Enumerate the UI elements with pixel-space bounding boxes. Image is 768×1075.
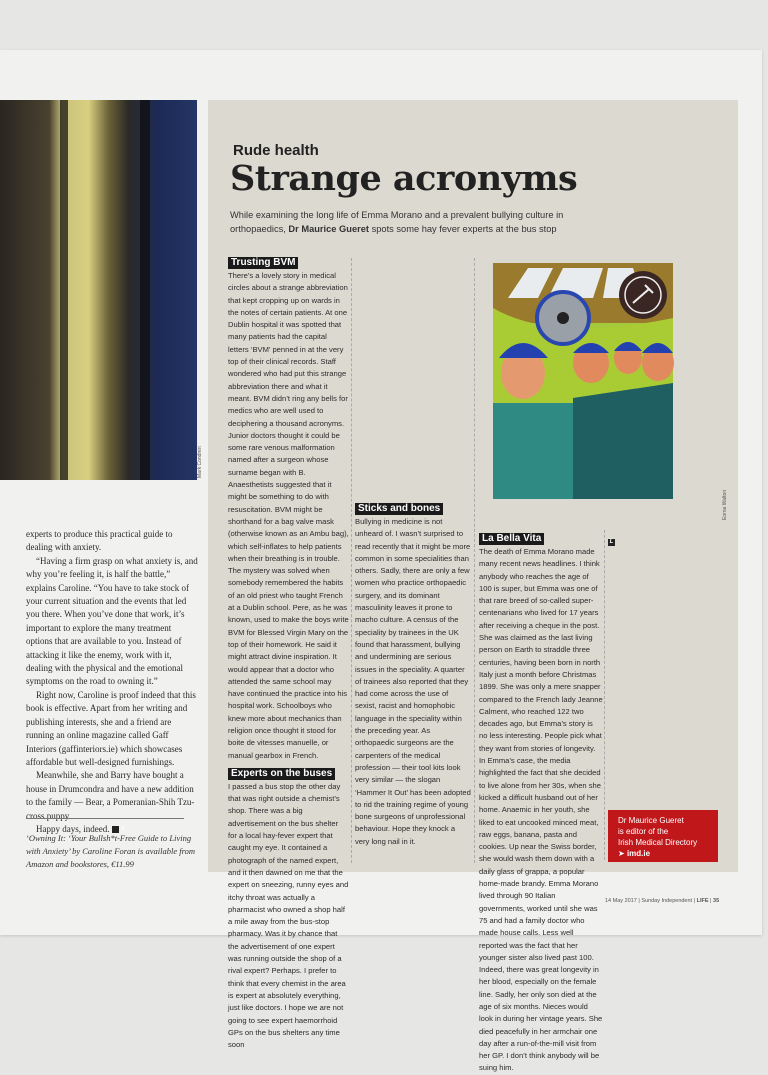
end-mark-icon: L bbox=[609, 538, 614, 545]
author-name: Dr Maurice Gueret bbox=[288, 224, 370, 234]
photo-credit: Mark Condren bbox=[197, 446, 203, 478]
paragraph: “Having a firm grasp on what anxiety is, and why you’re feeling it, is half the battle,” explains Caroline. “You have to take stock of your current situation and the events that led you there. When you’ve done that work, it’s important to explore the many treatment options that are available to you. Instead of attacking it like the enemy, work with it, dealing with the physical and the emotional symptoms on the road to owning it.” bbox=[26, 555, 198, 687]
surgeons-illustration bbox=[493, 263, 673, 499]
section-text: I passed a bus stop the other day that was right outside a chemist’s shop. There was a big advertisement on the bus shelter for a local hay-fever expert that caught my eye. It contained a photograph of the named expert, and it then dawned on me that the expert on sneezing, runny eyes and itchy throat was actually a pharmacist who owned a shop half a mile away from the bus-stop pharmacy. Was it by chance that the advertisement of one expert was running outside the shop of a rival expert? Perhaps. I prefer to think that every chemist in the area is expert at absolutely everything, just like doctors. I hope we are not going to see expert haemorrhoid GPs on the bus shelters any time soon bbox=[228, 781, 349, 1050]
divider bbox=[26, 818, 184, 819]
article-column-4 bbox=[608, 536, 733, 806]
section-heading: La Bella Vita bbox=[479, 533, 544, 545]
website-link[interactable]: imd.ie bbox=[626, 849, 651, 858]
column-kicker: Rude health bbox=[233, 142, 319, 159]
cursor-icon: ➤ bbox=[618, 849, 625, 858]
left-page-photo bbox=[0, 100, 197, 480]
illustration-credit: Eorna Walton bbox=[722, 489, 728, 520]
section-text: The death of Emma Morano made many recent news headlines. I think anybody who reaches the age of 100 is super, but Emma was one of that rare breed of so-called super-centenarians who lived for 17 years after receiving a cheque in the post. She was claimed as the last living person on Earth to straddle three centuries, having been born in north Italy just a month before Christmas 1899. She was only a mere snapper compared to the French lady Jeanne Calment, who reached 122 two decades ago, but Emma’s story is no less interesting. People pick what they want from stories of longevity. In Emma’s case, the media highlighted the fact that she decided to live alone from her 30s, when she kicked a difficult husband out of her home. Anaemic in her youth, she liked to eat uncooked minced meat, raw eggs, banana, pasta and cookies. Up near the Swiss border, she would wash them down with a daily glass of grappa, a popular home-made brandy. Emma Morano lived through 90 Italian governments, worked until she was 75 and had a family doctor who made house calls. Less well reported was the fact that her younger sister also lived past 100. Indeed, there was great longevity in her blood, especially on the female line. Sadly, her only son died at the age of six months. Nieces would look in during her vintage years. She died peacefully in her armchair one day after a run-of-the-mill visit from her GP. I don’t think anybody will be suing him. bbox=[479, 547, 603, 1073]
page-footer: 14 May 2017 | Sunday Independent | LIFE | 35 bbox=[605, 898, 720, 904]
author-bio-box: Dr Maurice Gueret is editor of the Irish Medical Directory ➤ imd.ie bbox=[608, 810, 718, 862]
end-mark-icon: L bbox=[112, 826, 119, 833]
section-heading: Experts on the buses bbox=[228, 768, 335, 780]
article-title: Strange acronyms bbox=[230, 158, 578, 199]
paragraph: Right now, Caroline is proof indeed that this book is effective. Apart from her writing and publishing interests, she and a friend are running an online magazine called Gaff Interiors (gaffinteriors.ie) which showcases affordable but well-designed furnishings. bbox=[26, 689, 196, 767]
section-text: Bullying in medicine is not unheard of. I wasn’t surprised to read recently that it might be more common in some specialities than others. Sadly, there are only a few women who practice orthopaedic surgery, and its dominant masculinity leaves it prone to macho culture. A census of the speciality by trainees in the UK found that harassment, bullying and undermining are serious issues in the speciality. A quarter of trainees also reported that they had come across the use of sexist, racist and homophobic language in the speciality within the preceding year. As orthopaedic surgeons are the carpenters of the medical profession — their tool kits look very similar — the slogan ‘Hammer It Out’ has been adopted to rid the training regime of young bone surgeons of unprofessional behaviour. Hope they knock a very long nail in it. bbox=[355, 517, 471, 846]
paragraph: Happy days, indeed. L bbox=[36, 823, 126, 834]
paragraph: Meanwhile, she and Barry have bought a house in Drumcondra and have a new addition to the family — Bear, a Pomeranian-Shih Tzu-cross puppy. bbox=[26, 770, 195, 821]
book-caption: ‘Owning It: ‘Your Bullsh*t-Free Guide to Living with Anxiety’ by Caroline Foran is available from Amazon and bookstores, €11.99 bbox=[26, 833, 195, 869]
standfirst: While examining the long life of Emma Morano and a prevalent bullying culture in orthopaedics, Dr Maurice Gueret spots some hay fever experts at the bus stop bbox=[230, 210, 564, 234]
section-heading: Trusting BVM bbox=[228, 257, 298, 269]
article-column-1 bbox=[228, 257, 349, 1050]
continued-marker bbox=[608, 536, 733, 548]
left-page-text bbox=[26, 528, 198, 836]
paragraph: experts to produce this practical guide to dealing with anxiety. bbox=[26, 529, 173, 553]
section-heading: Sticks and bones bbox=[355, 503, 443, 515]
article-column-3 bbox=[479, 533, 603, 1073]
article-column-2 bbox=[355, 258, 471, 864]
section-text: There’s a lovely story in medical circles about a strange abbreviation that kept cropping up on wards in the notes of certain patients. At one Dublin hospital it was spotted that many patients had the capital letters ‘BVM’ penned in at the very top of their clinical records. Staff wondered who had put this strange abbreviation there and what it meant. BVM didn’t ring any bells for medics who are well used to deciphering a thousand acronyms. Junior doctors thought it could be some rare venous malformation named after a surgeon whose surname began with B. Anaesthetists suggested that it might be something to do with resuscitation. BVM might be shorthand for a bag valve mask (otherwise known as an Ambu bag), which self-inflates to help patients when their breathing is in trouble. The mystery was solved when somebody remembered the habits of an old priest who taught French at a Dublin school. Pere, as he was known, used to make the boys write BVM for Blessed Virgin Mary on the top of their homework. He said it might attract divine inspiration. It would appear that a doctor who attended the same school may have continued the practice into his hospital work. Schoolboys who knew more about mechanics than religion once thought it stood for boite de vitesses manuelle, or manual gearbox in French. bbox=[228, 271, 349, 760]
